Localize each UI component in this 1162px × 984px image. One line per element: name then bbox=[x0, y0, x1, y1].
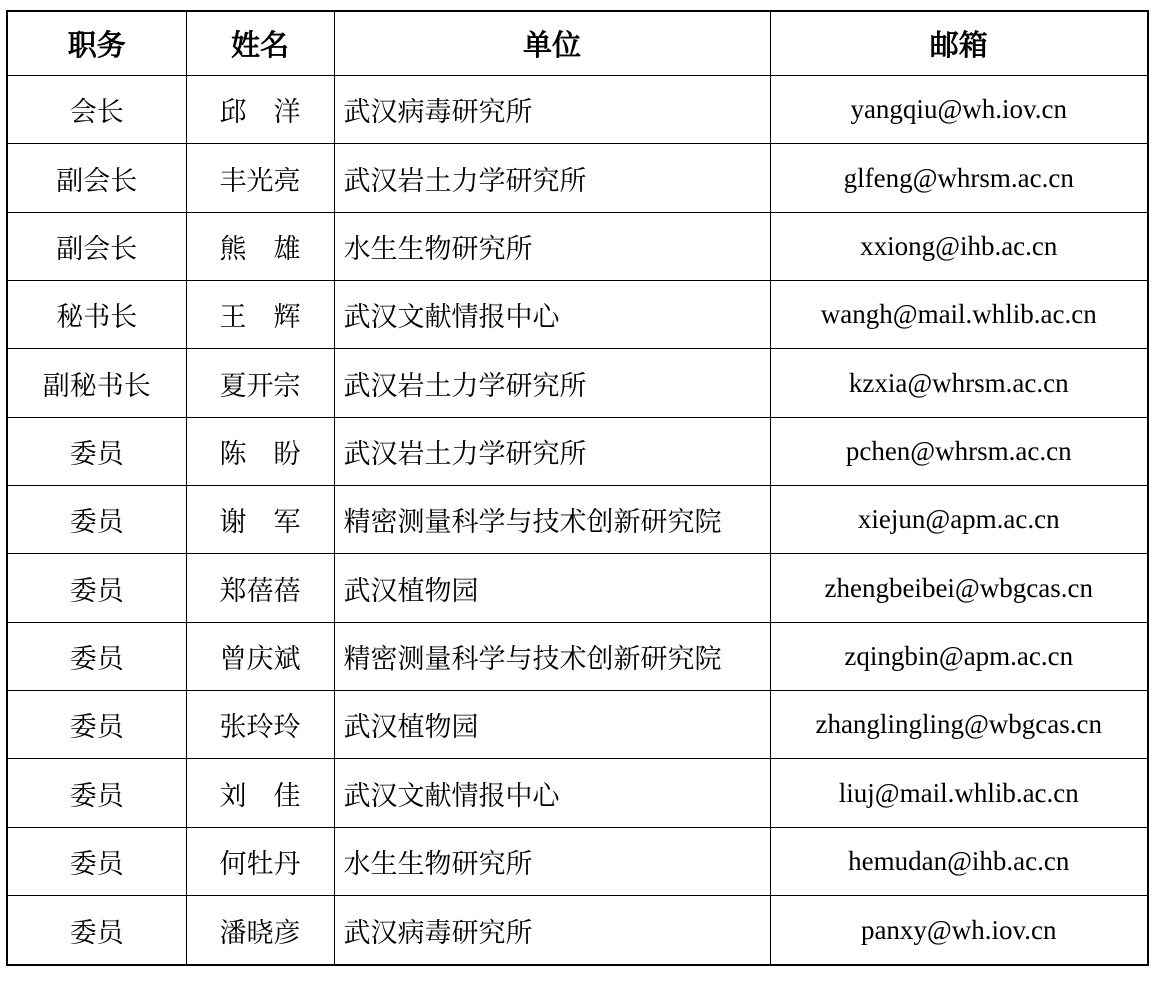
unit-cell: 精密测量科学与技术创新研究院 bbox=[334, 486, 770, 554]
table-row bbox=[7, 349, 1148, 417]
unit-cell: 武汉植物园 bbox=[334, 554, 770, 622]
column-header-position: 职务 bbox=[7, 11, 186, 76]
table-row bbox=[7, 281, 1148, 349]
email-cell: yangqiu@wh.iov.cn bbox=[770, 76, 1148, 144]
email-cell: xiejun@apm.ac.cn bbox=[770, 486, 1148, 554]
table-row bbox=[7, 554, 1148, 622]
table-row bbox=[7, 212, 1148, 280]
email-cell: zhanglingling@wbgcas.cn bbox=[770, 691, 1148, 759]
name-cell: 谢 军 bbox=[186, 486, 334, 554]
unit-cell: 武汉岩土力学研究所 bbox=[334, 349, 770, 417]
table-row bbox=[7, 486, 1148, 554]
email-cell: xxiong@ihb.ac.cn bbox=[770, 212, 1148, 280]
table-row bbox=[7, 691, 1148, 759]
position-cell: 委员 bbox=[7, 622, 186, 690]
header-row bbox=[7, 11, 1148, 76]
name-cell: 刘 佳 bbox=[186, 759, 334, 827]
unit-cell: 水生生物研究所 bbox=[334, 212, 770, 280]
position-cell: 委员 bbox=[7, 554, 186, 622]
table-row bbox=[7, 827, 1148, 895]
position-cell: 秘书长 bbox=[7, 281, 186, 349]
email-cell: zhengbeibei@wbgcas.cn bbox=[770, 554, 1148, 622]
email-cell: hemudan@ihb.ac.cn bbox=[770, 827, 1148, 895]
unit-cell: 武汉岩土力学研究所 bbox=[334, 417, 770, 485]
committee-roster-table bbox=[6, 10, 1149, 966]
table-row bbox=[7, 76, 1148, 144]
name-cell: 郑蓓蓓 bbox=[186, 554, 334, 622]
unit-cell: 武汉病毒研究所 bbox=[334, 76, 770, 144]
table-row bbox=[7, 417, 1148, 485]
position-cell: 委员 bbox=[7, 896, 186, 965]
name-cell: 曾庆斌 bbox=[186, 622, 334, 690]
column-header-email: 邮箱 bbox=[770, 11, 1148, 76]
email-cell: wangh@mail.whlib.ac.cn bbox=[770, 281, 1148, 349]
name-cell: 何牡丹 bbox=[186, 827, 334, 895]
position-cell: 委员 bbox=[7, 759, 186, 827]
table-row bbox=[7, 896, 1148, 965]
table-row bbox=[7, 622, 1148, 690]
unit-cell: 精密测量科学与技术创新研究院 bbox=[334, 622, 770, 690]
name-cell: 张玲玲 bbox=[186, 691, 334, 759]
unit-cell: 武汉文献情报中心 bbox=[334, 759, 770, 827]
name-cell: 邱 洋 bbox=[186, 76, 334, 144]
position-cell: 委员 bbox=[7, 486, 186, 554]
name-cell: 熊 雄 bbox=[186, 212, 334, 280]
position-cell: 副秘书长 bbox=[7, 349, 186, 417]
email-cell: panxy@wh.iov.cn bbox=[770, 896, 1148, 965]
name-cell: 陈 盼 bbox=[186, 417, 334, 485]
position-cell: 委员 bbox=[7, 691, 186, 759]
name-cell: 潘晓彦 bbox=[186, 896, 334, 965]
unit-cell: 水生生物研究所 bbox=[334, 827, 770, 895]
name-cell: 夏开宗 bbox=[186, 349, 334, 417]
unit-cell: 武汉病毒研究所 bbox=[334, 896, 770, 965]
email-cell: kzxia@whrsm.ac.cn bbox=[770, 349, 1148, 417]
unit-cell: 武汉文献情报中心 bbox=[334, 281, 770, 349]
position-cell: 委员 bbox=[7, 417, 186, 485]
column-header-name: 姓名 bbox=[186, 11, 334, 76]
position-cell: 副会长 bbox=[7, 144, 186, 212]
email-cell: pchen@whrsm.ac.cn bbox=[770, 417, 1148, 485]
unit-cell: 武汉岩土力学研究所 bbox=[334, 144, 770, 212]
email-cell: liuj@mail.whlib.ac.cn bbox=[770, 759, 1148, 827]
email-cell: zqingbin@apm.ac.cn bbox=[770, 622, 1148, 690]
position-cell: 副会长 bbox=[7, 212, 186, 280]
name-cell: 丰光亮 bbox=[186, 144, 334, 212]
email-cell: glfeng@whrsm.ac.cn bbox=[770, 144, 1148, 212]
position-cell: 会长 bbox=[7, 76, 186, 144]
position-cell: 委员 bbox=[7, 827, 186, 895]
table-row bbox=[7, 144, 1148, 212]
column-header-unit: 单位 bbox=[334, 11, 770, 76]
unit-cell: 武汉植物园 bbox=[334, 691, 770, 759]
table-row bbox=[7, 759, 1148, 827]
name-cell: 王 辉 bbox=[186, 281, 334, 349]
